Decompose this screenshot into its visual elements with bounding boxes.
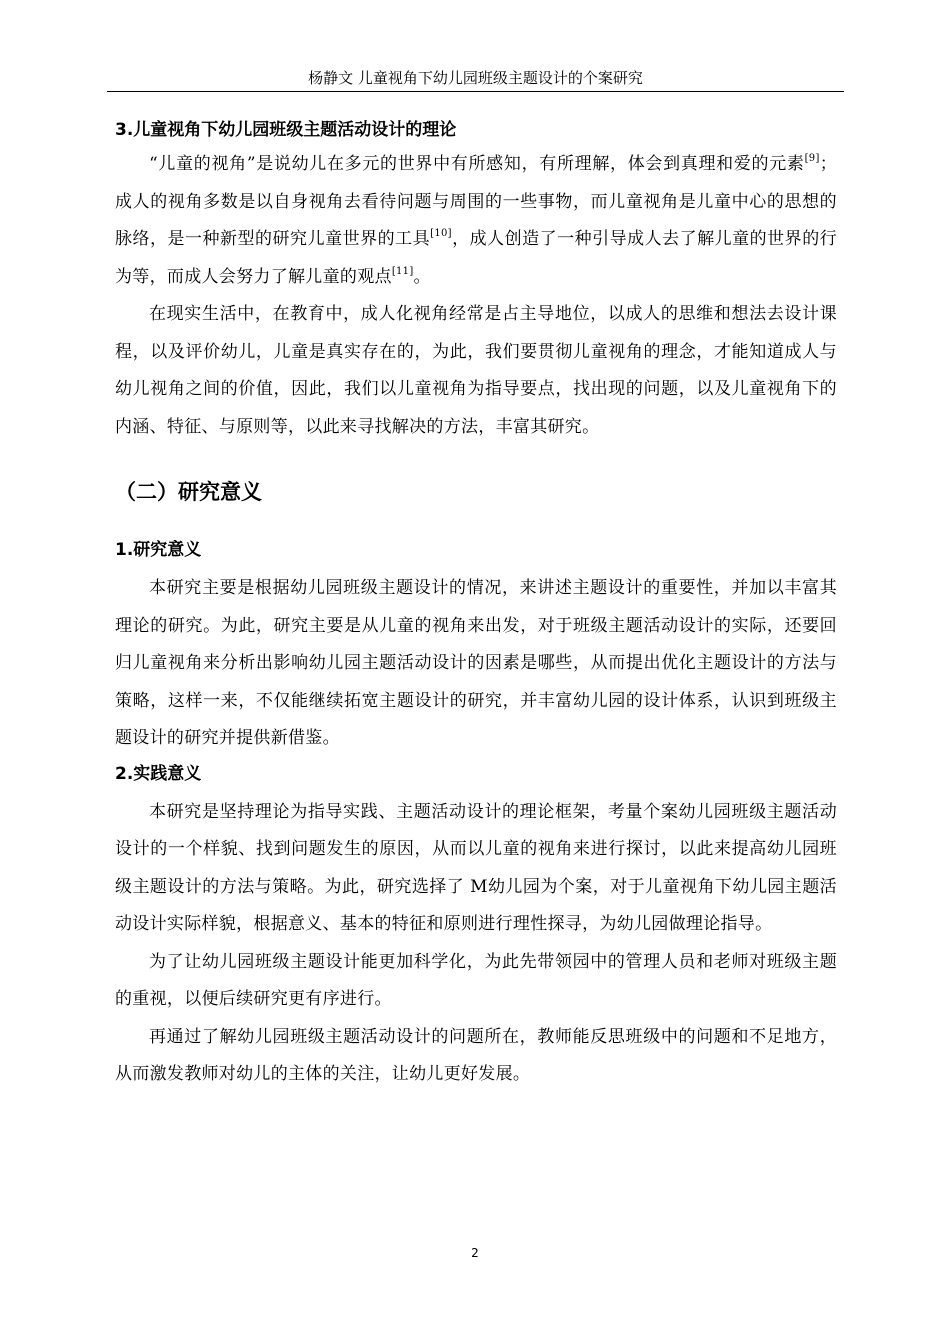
subsection-1-paragraph: 本研究主要是根据幼儿园班级主题设计的情况，来讲述主题设计的重要性，并加以丰富其理论的研究。为此，研究主要是从儿童的视角来出发，对于班级主题活动设计的实际，还要回归儿童视角来分析出影响幼儿园主题活动设计的因素是哪些，从而提出优化主题设计的方法与策略，这样一来，不仅能继续拓宽主题设计的研究，并丰富幼儿园的设计体系，认识到班级主题设计的研究并提供新借鉴。 [115,578,837,748]
paragraph-text: ；成人的视角多数是以自身视角去看待问题与周围的一些事物，而儿童视角是儿童中心的思想的脉络，是一种新型的研究儿童世界的工具 [115,154,837,249]
subsection-2-paragraph-2: 为了让幼儿园班级主题设计能更加科学化，为此先带领园中的管理人员和老师对班级主题的重视，以便后续研究更有序进行。 [115,951,837,1009]
section-3-paragraph-1 [115,146,837,296]
paragraph-text: 。 [413,266,431,287]
subsection-1-heading: 1.研究意义 [115,540,202,560]
running-header: 杨静文 儿童视角下幼儿园班级主题设计的个案研究 [308,69,643,87]
header-rule [107,91,844,92]
citation-ref-11[interactable]: [11] [391,265,414,277]
subsection-2-paragraph-3: 再通过了解幼儿园班级主题活动设计的问题所在，教师能反思班级中的问题和不足地方，从而激发教师对幼儿的主体的关注，让幼儿更好发展。 [115,1026,837,1084]
citation-ref-10[interactable]: [10] [430,228,452,239]
page-content [115,114,837,1094]
research-significance-heading: （二）研究意义 [115,480,262,504]
section-3-paragraph-2: 在现实生活中，在教育中，成人化视角经常是占主导地位，以成人的思维和想法去设计课程，以及评价幼儿，儿童是真实存在的，为此，我们要贯彻儿童视角的理念，才能知道成人与幼儿视角之间的价值，因此，我们以儿童视角为指导要点，找出现的问题，以及儿童视角下的内涵、特征、与原则等，以此来寻找解决的方法，丰富其研究。 [115,304,837,437]
section-3-heading: 3.儿童视角下幼儿园班级主题活动设计的理论 [115,120,457,140]
paragraph-text: ，成人创造了一种引导成人去了解儿童的世界的行为等，而成人会努力了解儿童的观点 [115,229,837,287]
subsection-2-paragraph-1: 本研究是坚持理论为指导实践、主题活动设计的理论框架，考量个案幼儿园班级主题活动设计的一个样貌、找到问题发生的原因，从而以儿童的视角来进行探讨，以此来提高幼儿园班级主题设计的方法与策略。为此，研究选择了 M幼儿园为个案，对于儿童视角下幼儿园主题活动设计实际样貌，根据意义、基本的特征和原则进行理性探寻，为幼儿园做理论指导。 [115,801,837,934]
citation-ref-9[interactable]: [9] [804,153,820,164]
page-number: 2 [471,1246,479,1260]
paragraph-text: “儿童的视角”是说幼儿在多元的世界中有所感知，有所理解，体会到真理和爱的元素 [149,154,805,174]
subsection-2-heading: 2.实践意义 [115,763,202,784]
